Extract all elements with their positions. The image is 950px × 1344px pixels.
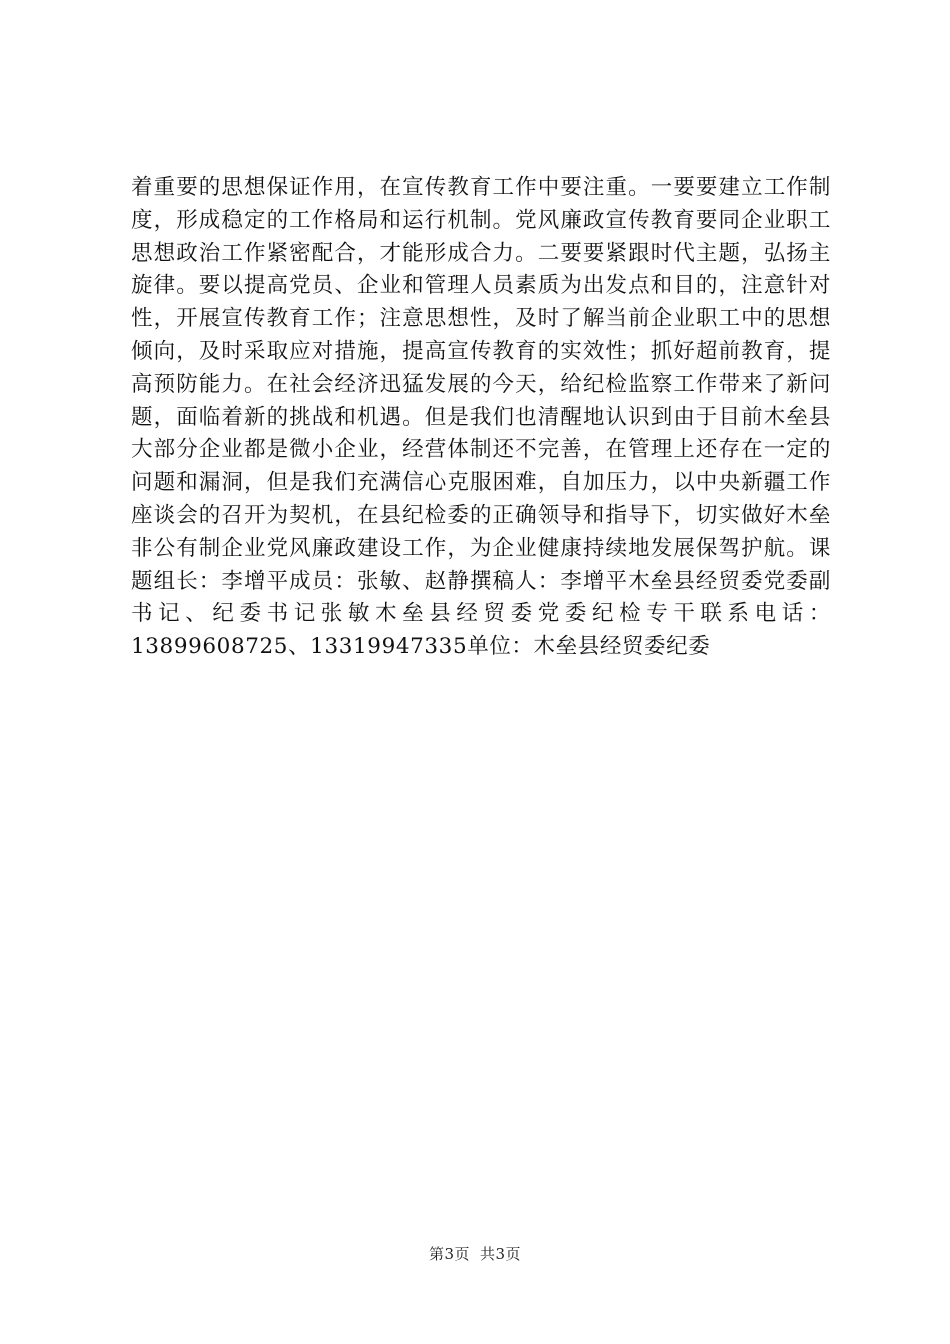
body-paragraph: 着重要的思想保证作用，在宣传教育工作中要注重。一要要建立工作制度，形成稳定的工作格局和运行机制。党风廉政宣传教育要同企业职工思想政治工作紧密配合，才能形成合力。二要要紧跟时代主题，弘扬主旋律。要以提高党员、企业和管理人员素质为出发点和目的，注意针对性，开展宣传教育工作；注意思想性，及时了解当前企业职工中的思想倾向，及时采取应对措施，提高宣传教育的实效性；抓好超前教育，提高预防能力。在社会经济迅猛发展的今天，给纪检监察工作带来了新问题，面临着新的挑战和机遇。但是我们也清醒地认识到由于目前木垒县大部分企业都是微小企业，经营体制还不完善，在管理上还存在一定的问题和漏洞，但是我们充满信心克服困难，自加压力，以中央新疆工作座谈会的召开为契机，在县纪检委的正确领导和指导下，切实做好木垒非公有制企业党风廉政建设工作，为企业健康持续地发展保驾护航。课题组长：李增平成员：张敏、赵静撰稿人：李增平木垒县经贸委党委副书记、纪委书记张敏木垒县经贸委党委纪检专干联系电话：13899608725、13319947335单位：木垒县经贸委纪委 <box>131 175 831 660</box>
page-number: 第3页 <box>428 1245 470 1263</box>
page-total: 共3页 <box>480 1245 522 1263</box>
page-footer <box>0 1243 950 1264</box>
